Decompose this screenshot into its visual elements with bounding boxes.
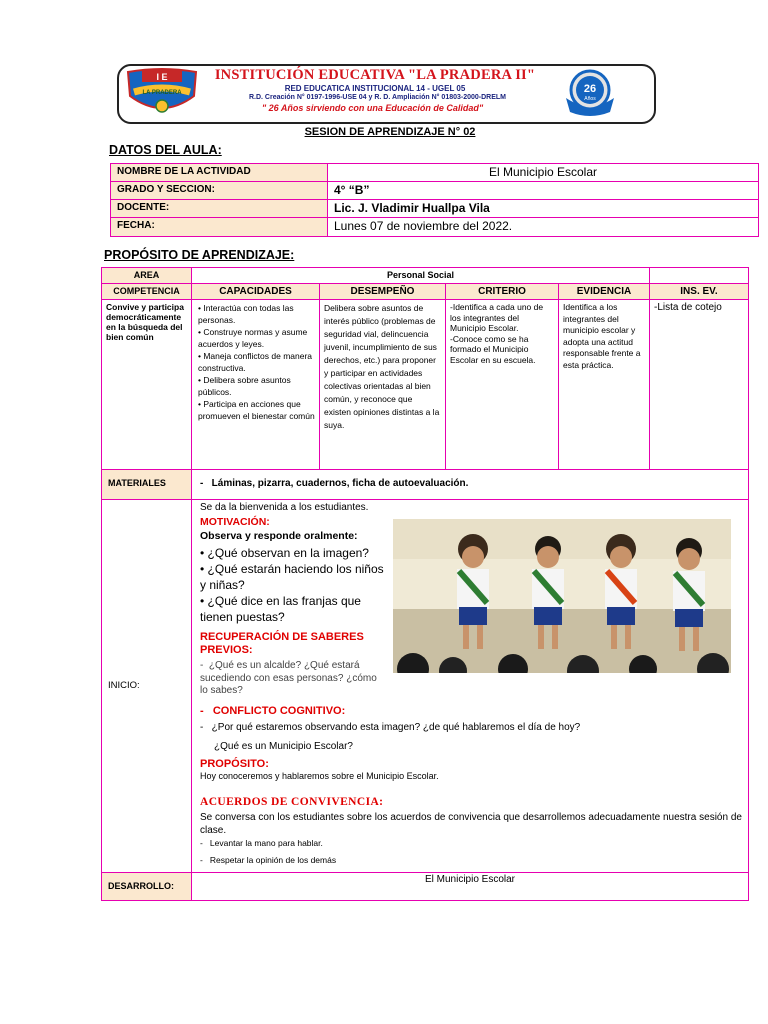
criterio-cell — [445, 299, 559, 470]
capacidad-item: • Interactúa con todas las personas. — [198, 303, 294, 325]
logo-letters: I E — [156, 72, 168, 82]
col-capacidades: CAPACIDADES — [191, 283, 320, 300]
capacidad-item: • Maneja conflictos de manera constructiva. — [198, 351, 313, 373]
col-ins-ev: INS. EV. — [649, 283, 749, 300]
school-logo — [124, 66, 200, 118]
evidencia-cell: Identifica a los integrantes del municipio escolar y adopta una actitud responsable frente a esta práctica. — [558, 299, 650, 470]
conflicto-question-1: - ¿Por qué estaremos observando esta imagen? ¿de qué hablaremos el día de hoy? — [200, 722, 581, 733]
area-value: Personal Social — [191, 267, 650, 284]
capacidad-item: • Delibera sobre asuntos públicos. — [198, 375, 291, 397]
datos-label-docente: DOCENTE: — [110, 199, 328, 218]
acuerdo-item: - Levantar la mano para hablar. — [200, 838, 323, 848]
acuerdos-text: Se conversa con los estudiantes sobre los acuerdos de convivencia que desarrollemos adecuadamente nuestra sesión de clase. — [200, 812, 742, 836]
datos-label-grado: GRADO Y SECCION: — [110, 181, 328, 200]
capacidad-item: • Construye normas y asume acuerdos y leyes. — [198, 327, 308, 349]
datos-label-fecha: FECHA: — [110, 217, 328, 237]
question-item: • ¿Qué observan en la imagen? — [200, 546, 369, 560]
recuperacion-heading: RECUPERACIÓN DE SABERES PREVIOS: — [200, 631, 364, 656]
inicio-label: INICIO: — [101, 499, 192, 873]
desempeno-cell: Delibera sobre asuntos de interés público (problemas de seguridad vial, delincuencia juvenil, incumplimiento de sus derechos, etc.) para proponer y participar en actividades colectivas orientadas al bien común, y reconoce que existen opiniones distintas a la suya. — [319, 299, 446, 470]
conflicto-heading: - CONFLICTO COGNITIVO: — [200, 705, 346, 717]
capacidad-item: • Participa en acciones que promueven el bienestar común — [198, 399, 315, 421]
motivacion-heading: MOTIVACIÓN: — [200, 516, 270, 528]
col-desempeno: DESEMPEÑO — [319, 283, 446, 300]
anniversary-badge — [560, 68, 620, 118]
criterio-item: -Identifica a cada uno de los integrantes del Municipio Escolar. — [450, 302, 544, 333]
proposito-title: PROPÓSITO DE APRENDIZAJE: — [104, 248, 295, 262]
col-evidencia: EVIDENCIA — [558, 283, 650, 300]
session-title: SESION DE APRENDIZAJE N° 02 — [304, 126, 476, 138]
badge-number: 26 — [583, 83, 597, 95]
datos-label-nombre: NOMBRE DE LA ACTIVIDAD — [110, 163, 328, 182]
area-label: AREA — [101, 267, 192, 284]
previos-question: - ¿Qué es un alcalde? ¿Qué estará sucediendo con esas personas? ¿cómo lo sabes? — [200, 660, 377, 696]
datos-title: DATOS DEL AULA: — [109, 143, 222, 157]
observa-text: Observa y responde oralmente: — [200, 530, 358, 542]
criterio-item: -Conoce como se ha formado el Municipio Escolar en su escuela. — [450, 333, 536, 365]
proposito-text: Hoy conoceremos y hablaremos sobre el Municipio Escolar. — [200, 771, 439, 781]
badge-text: Años — [584, 96, 596, 102]
institution-name: INSTITUCIÓN EDUCATIVA "LA PRADERA II" — [214, 67, 536, 83]
students-illustration — [393, 519, 731, 673]
competencia-cell: Convive y participa democráticamente en la búsqueda del bien común — [101, 299, 192, 470]
question-item: • ¿Qué dice en las franjas que tienen puestas? — [200, 594, 361, 624]
resolution-line: R.D. Creación N° 0197-1996-USE 04 y R. D. Ampliación N° 01803-2000-DRELM — [248, 94, 507, 101]
datos-value-nombre: El Municipio Escolar — [327, 163, 759, 182]
datos-value-fecha: Lunes 07 de noviembre del 2022. — [327, 217, 759, 237]
acuerdo-item: - Respetar la opinión de los demás — [200, 855, 337, 865]
years-motto: " 26 Años sirviendo con una Educación de Calidad" — [261, 103, 484, 113]
acuerdos-heading: ACUERDOS DE CONVIVENCIA: — [200, 796, 384, 808]
conflicto-question-2: ¿Qué es un Municipio Escolar? — [214, 741, 353, 752]
datos-value-docente: Lic. J. Vladimir Huallpa Vila — [327, 199, 759, 218]
logo-text: LA PRADERA — [142, 90, 182, 96]
datos-value-grado: 4° “B” — [327, 181, 759, 200]
capacidades-cell — [191, 299, 320, 470]
materiales-label: MATERIALES — [101, 469, 192, 500]
welcome-text: Se da la bienvenida a los estudiantes. — [200, 502, 369, 513]
ins-ev-cell: -Lista de cotejo — [649, 299, 749, 470]
col-criterio: CRITERIO — [445, 283, 559, 300]
col-competencia: COMPETENCIA — [101, 283, 192, 300]
materiales-cell: - Láminas, pizarra, cuadernos, ficha de autoevaluación. — [191, 469, 749, 500]
area-blank — [649, 267, 749, 284]
network-line: RED EDUCATICA INSTITUCIONAL 14 - UGEL 05 — [284, 84, 466, 93]
desarrollo-cell: El Municipio Escolar — [191, 872, 749, 901]
materiales-text: Láminas, pizarra, cuadernos, ficha de autoevaluación. — [211, 478, 469, 489]
question-item: • ¿Qué estarán haciendo los niños y niñas? — [200, 562, 384, 592]
proposito-heading: PROPÓSITO: — [200, 758, 269, 770]
question-list — [200, 545, 385, 625]
desarrollo-label: DESARROLLO: — [101, 872, 192, 901]
